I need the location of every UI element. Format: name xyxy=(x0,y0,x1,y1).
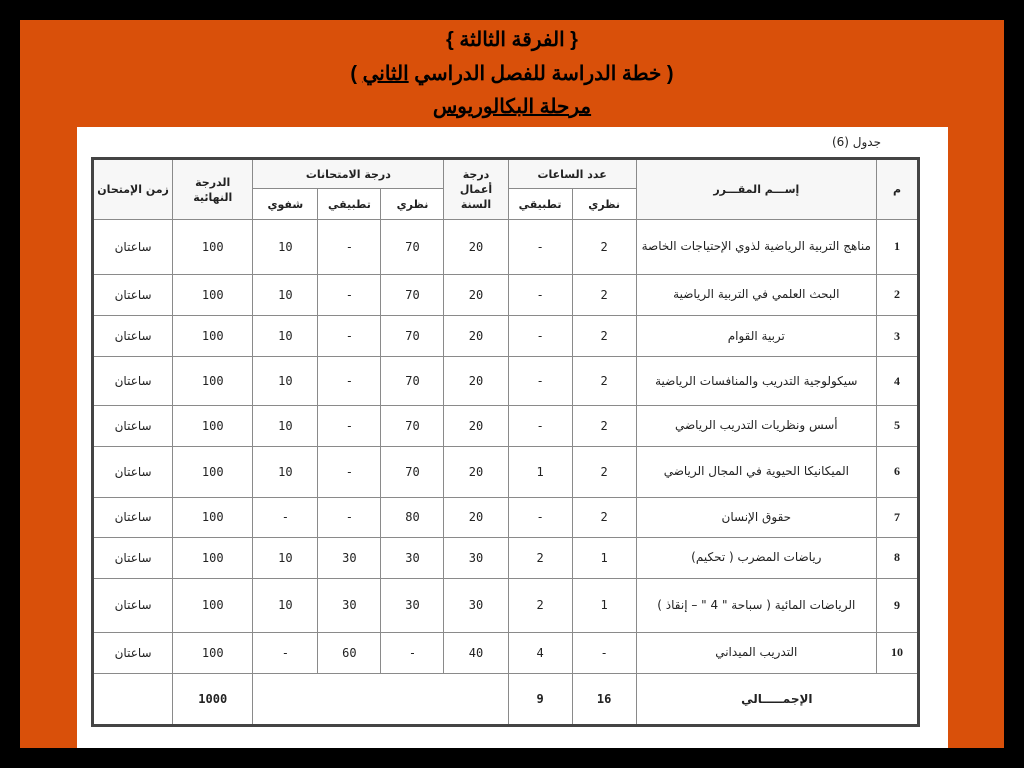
exam-theory-grade: 70 xyxy=(381,405,444,446)
course-name: تربية القوام xyxy=(636,316,876,357)
slide-background xyxy=(20,20,1004,748)
exam-time: ساعتان xyxy=(93,220,173,275)
row-index: 9 xyxy=(876,578,918,632)
hours-theory: 1 xyxy=(572,578,636,632)
year-work-grade: 20 xyxy=(444,405,508,446)
exam-theory-grade: 70 xyxy=(381,274,444,315)
oral-grade: 10 xyxy=(253,357,318,406)
row-index: 1 xyxy=(876,220,918,275)
header-exam-theory: نظري xyxy=(381,189,444,220)
slide-title-line2 xyxy=(20,61,1004,86)
oral-grade: 10 xyxy=(253,537,318,578)
hours-theory: 2 xyxy=(572,316,636,357)
hours-practical: 2 xyxy=(508,537,572,578)
final-grade: 100 xyxy=(173,537,253,578)
year-work-grade: 40 xyxy=(444,632,508,673)
header-index: م xyxy=(876,159,918,220)
table-row xyxy=(93,405,919,446)
title-line2-post: ) xyxy=(350,63,363,85)
table-row xyxy=(93,220,919,275)
row-index: 3 xyxy=(876,316,918,357)
total-empty-cell xyxy=(253,674,508,726)
hours-theory: 2 xyxy=(572,220,636,275)
year-work-grade: 20 xyxy=(444,220,508,275)
final-grade: 100 xyxy=(173,220,253,275)
row-index: 10 xyxy=(876,632,918,673)
total-label: الإجمـــــالي xyxy=(636,674,918,726)
exam-theory-grade: 70 xyxy=(381,316,444,357)
exam-practical-grade: - xyxy=(318,274,381,315)
header-exam-time: زمن الإمتحان xyxy=(93,159,173,220)
oral-grade: - xyxy=(253,497,318,537)
exam-practical-grade: - xyxy=(318,220,381,275)
hours-theory: 2 xyxy=(572,446,636,497)
header-exam-practical: تطبيقي xyxy=(318,189,381,220)
total-hours-practical: 9 xyxy=(508,674,572,726)
title-line2-underlined: الثاني xyxy=(362,63,409,85)
final-grade: 100 xyxy=(173,357,253,406)
final-grade: 100 xyxy=(173,446,253,497)
slide-title-line3: مرحلة البكالوريوس xyxy=(432,96,592,118)
final-grade: 100 xyxy=(173,632,253,673)
hours-practical: - xyxy=(508,274,572,315)
hours-theory: 1 xyxy=(572,537,636,578)
header-final-grade: الدرجة النهائية xyxy=(173,159,253,220)
exam-theory-grade: 70 xyxy=(381,357,444,406)
table-body xyxy=(93,220,919,674)
exam-time: ساعتان xyxy=(93,316,173,357)
header-exam-grades: درجة الامتحانات xyxy=(253,159,444,189)
exam-theory-grade: 70 xyxy=(381,220,444,275)
course-name: رياضات المضرب ( تحكيم) xyxy=(636,537,876,578)
hours-practical: - xyxy=(508,220,572,275)
row-index: 4 xyxy=(876,357,918,406)
exam-time: ساعتان xyxy=(93,357,173,406)
hours-practical: - xyxy=(508,357,572,406)
table-row xyxy=(93,446,919,497)
table-row xyxy=(93,497,919,537)
table-row xyxy=(93,632,919,673)
total-time-empty xyxy=(93,674,173,726)
exam-practical-grade: - xyxy=(318,316,381,357)
slide-title-line1: { الفرقة الثالثة } xyxy=(446,29,578,51)
header-hours-practical: تطبيقي xyxy=(508,189,572,220)
hours-theory: 2 xyxy=(572,274,636,315)
hours-practical: 4 xyxy=(508,632,572,673)
total-row xyxy=(93,674,919,726)
course-name: سيكولوجية التدريب والمنافسات الرياضية xyxy=(636,357,876,406)
total-final-grade: 1000 xyxy=(173,674,253,726)
oral-grade: 10 xyxy=(253,578,318,632)
row-index: 8 xyxy=(876,537,918,578)
table-row xyxy=(93,578,919,632)
oral-grade: 10 xyxy=(253,274,318,315)
year-work-grade: 20 xyxy=(444,357,508,406)
exam-practical-grade: - xyxy=(318,357,381,406)
oral-grade: 10 xyxy=(253,316,318,357)
course-name: الرياضات المائية ( سباحة " 4 " – إنقاذ ) xyxy=(636,578,876,632)
exam-time: ساعتان xyxy=(93,497,173,537)
course-name: مناهج التربية الرياضية لذوي الإحتياجات الخاصة xyxy=(636,220,876,275)
course-name: الميكانيكا الحيوية في المجال الرياضي xyxy=(636,446,876,497)
table-row xyxy=(93,357,919,406)
year-work-grade: 20 xyxy=(444,274,508,315)
oral-grade: 10 xyxy=(253,446,318,497)
header-hours-theory: نظري xyxy=(572,189,636,220)
exam-practical-grade: 60 xyxy=(318,632,381,673)
title-line2-pre: ( خطة الدراسة للفصل الدراسي xyxy=(408,63,674,85)
hours-practical: 2 xyxy=(508,578,572,632)
table-row xyxy=(93,316,919,357)
course-name: التدريب الميداني xyxy=(636,632,876,673)
header-course-name: إســـم المقـــرر xyxy=(636,159,876,220)
study-plan-table xyxy=(91,157,920,727)
final-grade: 100 xyxy=(173,405,253,446)
exam-theory-grade: 70 xyxy=(381,446,444,497)
exam-practical-grade: 30 xyxy=(318,578,381,632)
header-year-work: درجة أعمال السنة xyxy=(444,159,508,220)
final-grade: 100 xyxy=(173,274,253,315)
year-work-grade: 30 xyxy=(444,578,508,632)
table-row xyxy=(93,537,919,578)
exam-time: ساعتان xyxy=(93,274,173,315)
exam-theory-grade: - xyxy=(381,632,444,673)
oral-grade: 10 xyxy=(253,220,318,275)
exam-practical-grade: - xyxy=(318,405,381,446)
header-hours: عدد الساعات xyxy=(508,159,636,189)
course-name: أسس ونظريات التدريب الرياضي xyxy=(636,405,876,446)
row-index: 5 xyxy=(876,405,918,446)
header-exam-oral: شفوي xyxy=(253,189,318,220)
row-index: 2 xyxy=(876,274,918,315)
row-index: 7 xyxy=(876,497,918,537)
final-grade: 100 xyxy=(173,316,253,357)
table-panel xyxy=(77,127,948,748)
year-work-grade: 20 xyxy=(444,497,508,537)
exam-time: ساعتان xyxy=(93,537,173,578)
exam-theory-grade: 30 xyxy=(381,537,444,578)
exam-time: ساعتان xyxy=(93,578,173,632)
exam-theory-grade: 30 xyxy=(381,578,444,632)
exam-practical-grade: - xyxy=(318,446,381,497)
oral-grade: 10 xyxy=(253,405,318,446)
hours-theory: 2 xyxy=(572,497,636,537)
exam-theory-grade: 80 xyxy=(381,497,444,537)
year-work-grade: 20 xyxy=(444,316,508,357)
hours-practical: - xyxy=(508,316,572,357)
exam-time: ساعتان xyxy=(93,632,173,673)
total-hours-theory: 16 xyxy=(572,674,636,726)
final-grade: 100 xyxy=(173,497,253,537)
year-work-grade: 20 xyxy=(444,446,508,497)
exam-practical-grade: - xyxy=(318,497,381,537)
hours-theory: 2 xyxy=(572,357,636,406)
course-name: حقوق الإنسان xyxy=(636,497,876,537)
final-grade: 100 xyxy=(173,578,253,632)
hours-practical: - xyxy=(508,497,572,537)
year-work-grade: 30 xyxy=(444,537,508,578)
hours-theory: - xyxy=(572,632,636,673)
hours-practical: 1 xyxy=(508,446,572,497)
row-index: 6 xyxy=(876,446,918,497)
table-caption: جدول (6) xyxy=(831,135,881,149)
table-row xyxy=(93,274,919,315)
exam-time: ساعتان xyxy=(93,405,173,446)
exam-time: ساعتان xyxy=(93,446,173,497)
oral-grade: - xyxy=(253,632,318,673)
hours-practical: - xyxy=(508,405,572,446)
hours-theory: 2 xyxy=(572,405,636,446)
course-name: البحث العلمي في التربية الرياضية xyxy=(636,274,876,315)
exam-practical-grade: 30 xyxy=(318,537,381,578)
